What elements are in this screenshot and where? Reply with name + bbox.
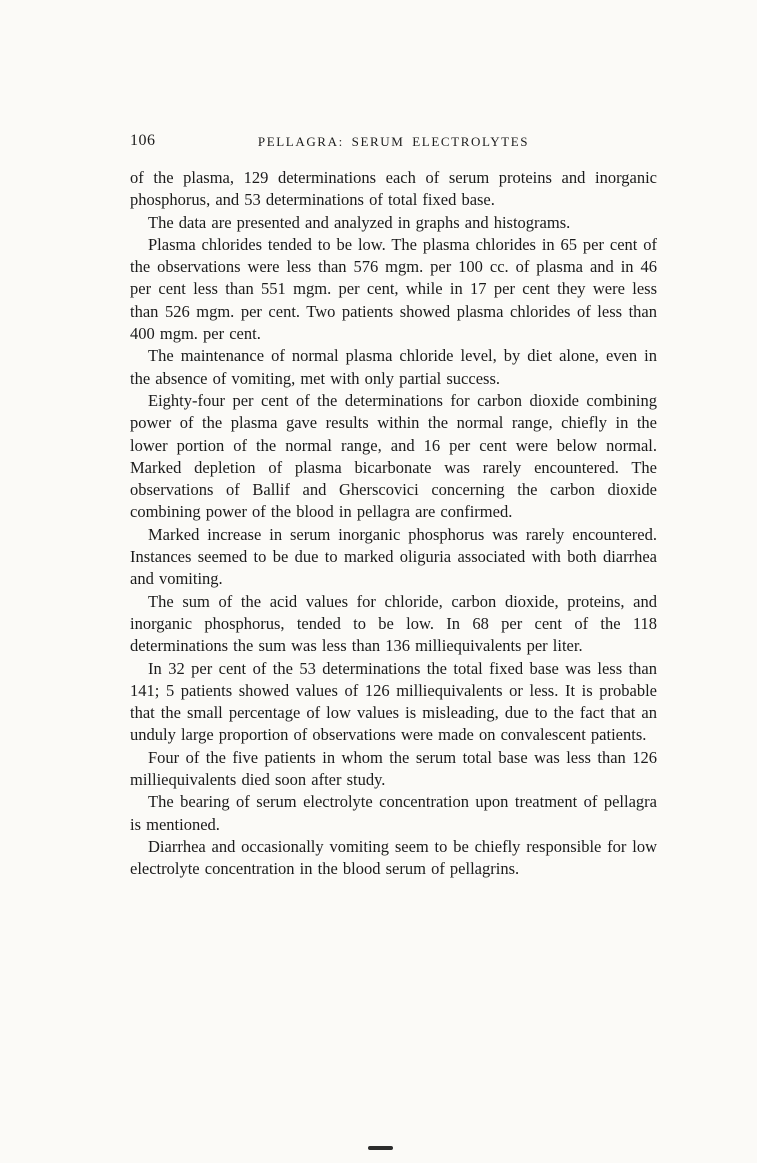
running-title: PELLAGRA: SERUM ELECTROLYTES: [257, 134, 530, 149]
paragraph: The maintenance of normal plasma chloride level, by diet alone, even in the absence of vomiting, met with only partial success.: [130, 346, 657, 388]
body-text: [130, 167, 657, 881]
paragraph: In 32 per cent of the 53 determinations the total fixed base was less than 141; 5 patients showed values of 126 milliequivalents or less. It is probable that the small percentage of low values is misleading, due to the fact that an unduly large proportion of observations were made on convalescent patients.: [130, 658, 657, 745]
scan-artifact-mark: [368, 1146, 393, 1150]
paragraph: Diarrhea and occasionally vomiting seem to be chiefly responsible for low electrolyte concentration in the blood serum of pellagrins.: [130, 836, 657, 879]
paragraph: Plasma chlorides tended to be low. The plasma chlorides in 65 per cent of the observations were less than 576 mgm. per 100 cc. of plasma and in 46 per cent less than 551 mgm. per cent, while in 17 per cent they were less than 526 mgm. per cent. Two patients showed plasma chlorides of less than 400 mgm. per cent.: [130, 234, 657, 344]
paragraph: Four of the five patients in whom the serum total base was less than 126 milliequivalents died soon after study.: [130, 747, 657, 790]
paragraph: Marked increase in serum inorganic phosphorus was rarely encountered. Instances seemed to be due to marked oliguria associated with both diarrhea and vomiting.: [130, 524, 657, 589]
page-number: 106: [130, 132, 156, 149]
paragraph: The sum of the acid values for chloride, carbon dioxide, proteins, and inorganic phosphorus, tended to be low. In 68 per cent of the 118 determinations the sum was less than 136 milliequivalents per liter.: [130, 591, 657, 656]
text-block: [130, 131, 657, 881]
paragraph: Eighty-four per cent of the determinations for carbon dioxide combining power of the plasma gave results within the normal range, chiefly in the lower portion of the normal range, and 16 per cent were below normal. Marked depletion of plasma bicarbonate was rarely encountered. The observations of Ballif and Gherscovici concerning the carbon dioxide combining power of the blood in pellagra are confirmed.: [130, 390, 657, 522]
paragraph: The data are presented and analyzed in graphs and histograms.: [148, 212, 571, 232]
paragraph: of the plasma, 129 determinations each of serum proteins and inorganic phosphorus, and 53 determinations of total fixed base.: [130, 168, 657, 210]
running-header: [130, 131, 657, 151]
paragraph: The bearing of serum electrolyte concentration upon treatment of pellagra is mentioned.: [130, 792, 657, 834]
